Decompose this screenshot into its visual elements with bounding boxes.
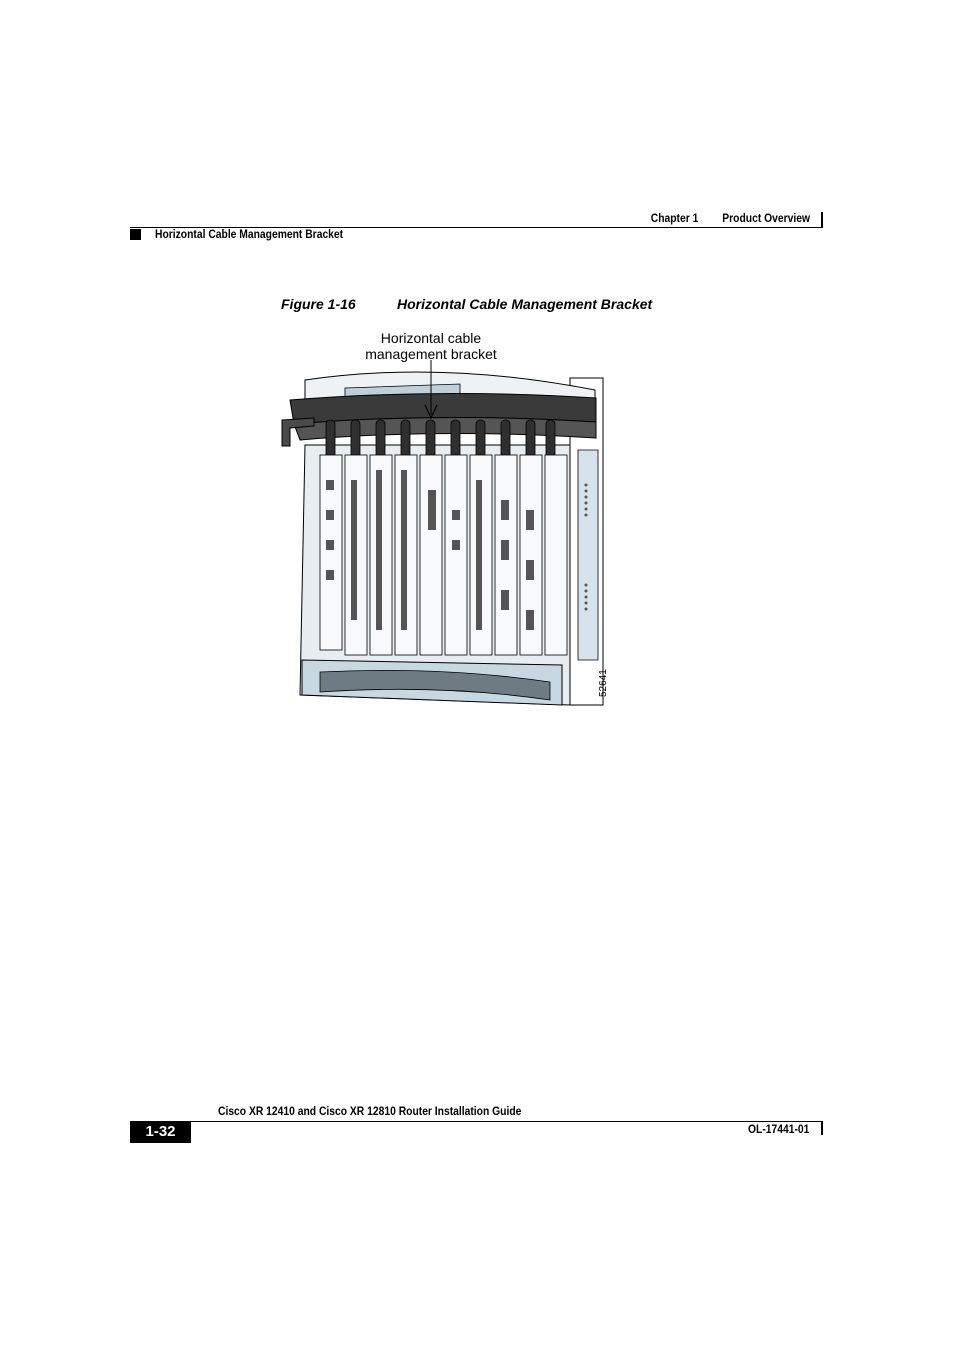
callout-line-1: Horizontal cable bbox=[380, 330, 482, 346]
chapter-title: Product Overview bbox=[722, 211, 810, 225]
figure-title: Horizontal Cable Management Bracket bbox=[397, 296, 653, 312]
figure-number: Figure 1-16 bbox=[281, 296, 356, 312]
header-section-marker bbox=[130, 229, 141, 240]
page-number: 1-32 bbox=[130, 1121, 191, 1143]
figure-callout bbox=[331, 330, 531, 362]
chapter-label: Chapter 1 bbox=[650, 211, 698, 225]
callout-line-2: management bracket bbox=[365, 346, 497, 362]
figure-art-id: 52641 bbox=[598, 669, 609, 697]
footer-rule bbox=[130, 1121, 823, 1122]
router-chassis-illustration bbox=[270, 360, 620, 720]
guide-title: Cisco XR 12410 and Cisco XR 12810 Router Installation Guide bbox=[218, 1104, 522, 1118]
header-right-tick bbox=[821, 212, 823, 228]
section-title: Horizontal Cable Management Bracket bbox=[155, 227, 344, 241]
footer-right-tick bbox=[821, 1121, 823, 1135]
doc-number: OL-17441-01 bbox=[747, 1122, 809, 1136]
